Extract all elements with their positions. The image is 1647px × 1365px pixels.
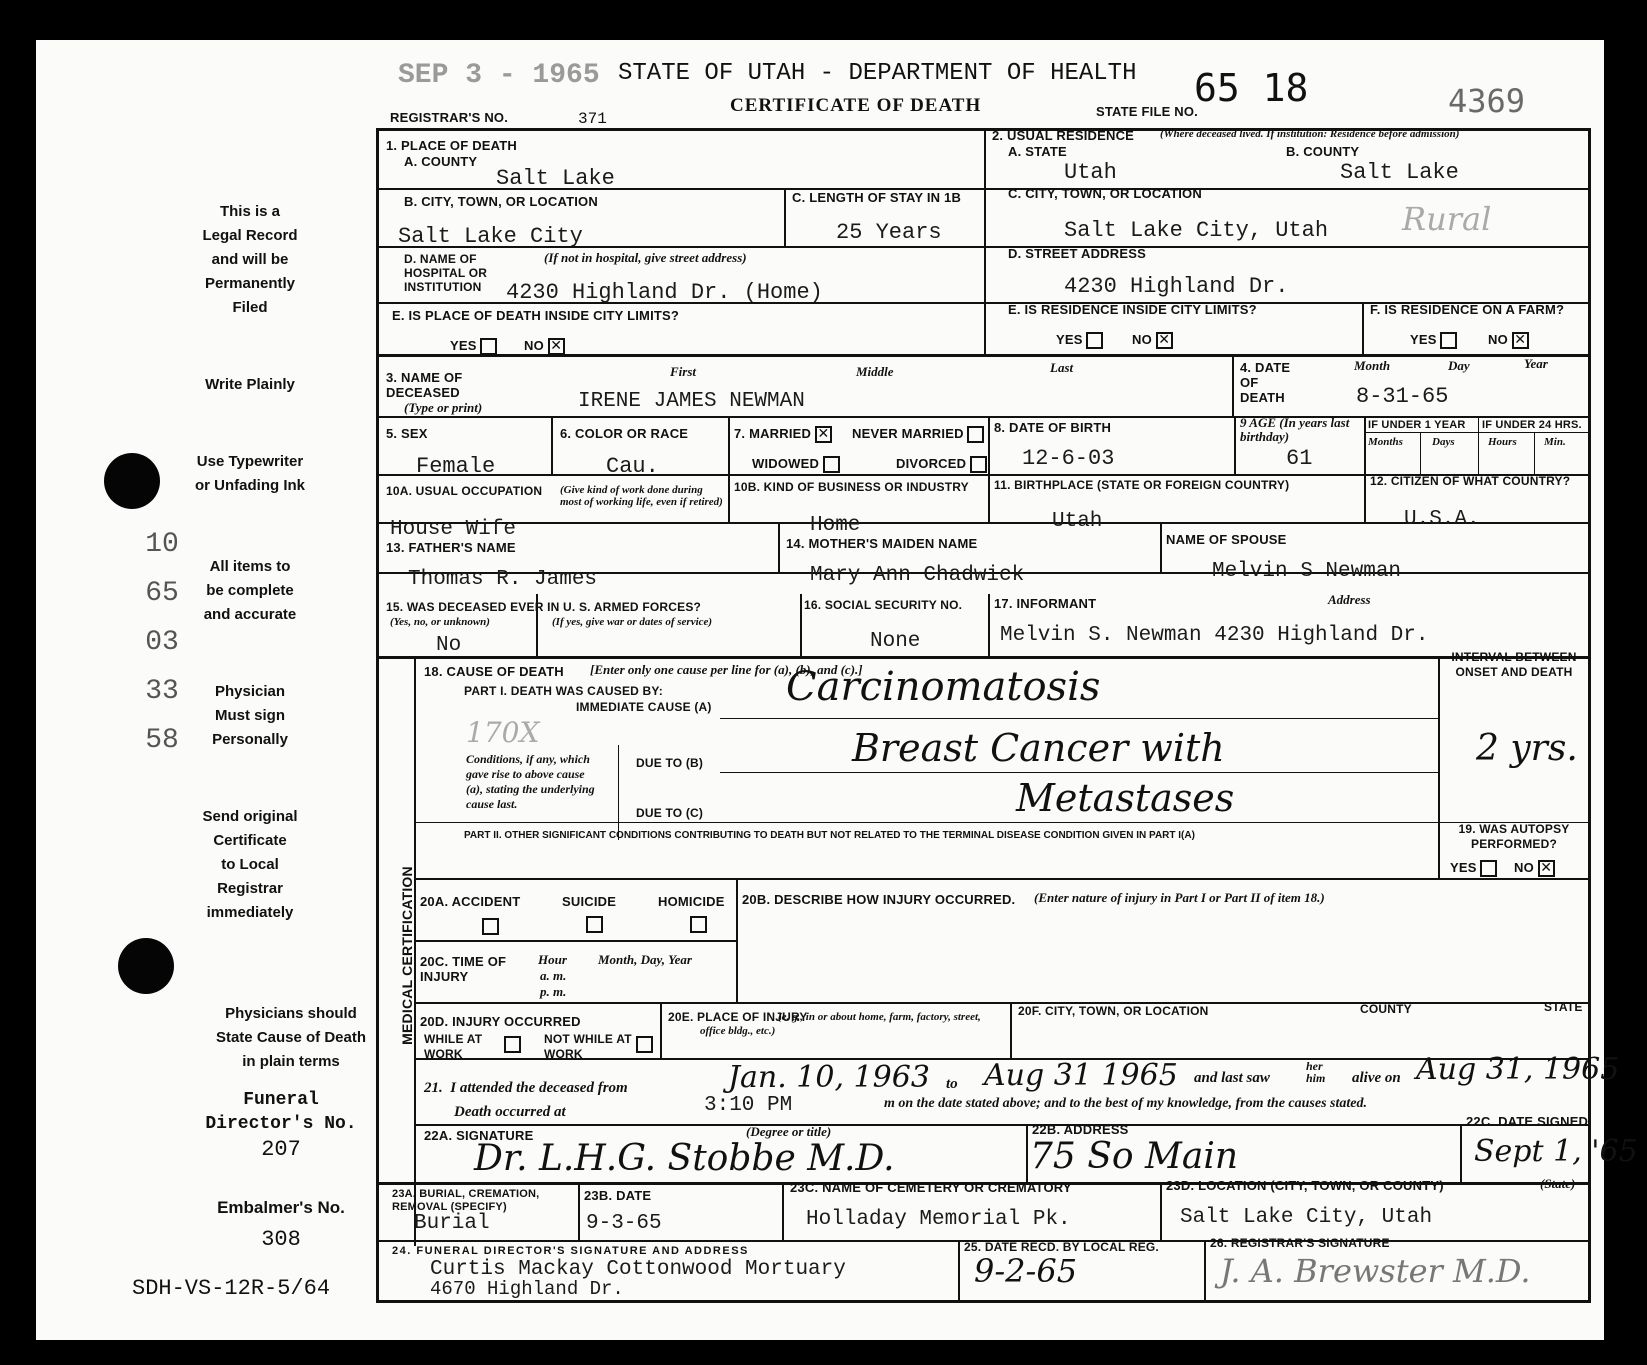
residence-inside-city-label: E. IS RESIDENCE INSIDE CITY LIMITS?	[1008, 302, 1257, 317]
checkbox-empty-icon[interactable]	[1480, 860, 1497, 877]
am-heading: a. m.	[540, 968, 567, 983]
vertical-file-number: 1065033358	[145, 529, 179, 756]
min-heading: Min.	[1544, 436, 1566, 448]
occupation-note: (Give kind of work done during most of working life, even if retired)	[560, 484, 723, 508]
checkbox-empty-icon[interactable]	[1440, 332, 1457, 349]
signature-label: 22A. SIGNATURE	[424, 1128, 534, 1143]
accident-label: 20A. ACCIDENT	[420, 894, 521, 909]
homicide-checkbox[interactable]	[690, 916, 707, 933]
not-while-at-work-checkbox[interactable]	[636, 1036, 653, 1053]
injury-description-label: 20B. DESCRIBE HOW INJURY OCCURRED.	[742, 892, 1016, 907]
sidebar-legal-record: This is a Legal Record and will be Permanently Filed	[202, 203, 298, 316]
suicide-label: SUICIDE	[562, 894, 617, 909]
attended-to-date: Aug 31 1965	[984, 1058, 1178, 1093]
dod-month-heading: Month	[1354, 358, 1391, 373]
due-to-b-label: DUE TO (B)	[636, 756, 704, 770]
date-received-value: 9-2-65	[974, 1252, 1078, 1290]
date-received-label: 25. DATE RECD. BY LOCAL REG.	[964, 1240, 1159, 1254]
father-label: 13. FATHER'S NAME	[386, 540, 516, 555]
registrar-signature: J. A. Brewster M.D.	[1220, 1252, 1531, 1290]
checkbox-checked-icon[interactable]: ✕	[1156, 332, 1173, 349]
sidebar-physician-sign: Physician Must sign Personally	[212, 683, 288, 748]
state-file-no: 65 18	[1194, 66, 1309, 110]
residence-farm-label: F. IS RESIDENCE ON A FARM?	[1370, 302, 1565, 317]
cause-of-death-note: [Enter only one cause per line for (a), (b), and (c).]	[590, 662, 863, 677]
registrar-no: 371	[578, 110, 607, 128]
first-name-heading: First	[670, 364, 697, 379]
checkbox-empty-icon[interactable]	[823, 456, 840, 473]
death-county-label: A. COUNTY	[404, 154, 478, 169]
residence-label: 2. USUAL RESIDENCE	[992, 128, 1135, 143]
date-of-death-value: 8-31-65	[1356, 384, 1449, 409]
business-value: Home	[810, 514, 861, 537]
checkbox-empty-icon[interactable]	[480, 338, 497, 355]
sidebar-funeral-director-label: Funeral Director's No.	[205, 1090, 357, 1134]
conditions-note: Conditions, if any, which gave rise to above cause (a), stating the underlying cause last.	[466, 752, 595, 811]
month-day-year-heading: Month, Day, Year	[598, 952, 692, 967]
while-at-work-option[interactable]: WHILE AT WORK	[424, 1032, 483, 1061]
accident-checkbox[interactable]	[482, 918, 499, 935]
cause-a-value: Carcinomatosis	[786, 664, 1101, 710]
autopsy-yes[interactable]: YES	[1450, 860, 1497, 877]
sidebar-use-typewriter: Use Typewriter or Unfading Ink	[195, 453, 305, 494]
homicide-label: HOMICIDE	[658, 894, 725, 909]
physician-signature: Dr. L.H.G. Stobbe M.D.	[474, 1138, 895, 1179]
burial-method-label: 23A. BURIAL, CREMATION, REMOVAL (SPECIFY)	[392, 1188, 540, 1213]
death-inside-city-label: E. IS PLACE OF DEATH INSIDE CITY LIMITS?	[392, 308, 680, 323]
sidebar-physicians-should: Physicians should State Cause of Death in plain terms	[215, 1005, 367, 1070]
residence-farm-yes[interactable]: YES	[1410, 332, 1457, 349]
business-label: 10B. KIND OF BUSINESS OR INDUSTRY	[734, 480, 969, 494]
middle-name-heading: Middle	[856, 364, 894, 379]
under-24-hrs-label: IF UNDER 24 HRS.	[1482, 419, 1582, 431]
burial-date-value: 9-3-65	[586, 1212, 662, 1235]
last-name-heading: Last	[1050, 360, 1074, 375]
date-stated-text: m on the date stated above; and to the best of my knowledge, from the causes stated.	[884, 1096, 1367, 1111]
pm-heading: p. m.	[540, 984, 567, 999]
interval-label: INTERVAL BETWEEN ONSET AND DEATH	[1451, 650, 1577, 679]
injury-description-note: (Enter nature of injury in Part I or Part II of item 18.)	[1034, 890, 1325, 905]
degree-or-title-label: (Degree or title)	[746, 1124, 832, 1139]
death-city-label: B. CITY, TOWN, OR LOCATION	[404, 194, 598, 209]
her-him-text: her him	[1306, 1059, 1326, 1085]
war-service-note: (If yes, give war or dates of service)	[552, 616, 713, 628]
burial-location-label: 23D. LOCATION (CITY, TOWN, OR COUNTY)	[1166, 1178, 1444, 1193]
deceased-name-label: 3. NAME OF DECEASED	[386, 370, 463, 400]
burial-state-label: (State)	[1540, 1176, 1576, 1191]
alive-on-date: Aug 31, 1965	[1416, 1052, 1620, 1087]
days-heading: Days	[1432, 436, 1455, 448]
hospital-value: 4230 Highland Dr. (Home)	[506, 280, 823, 305]
funeral-director-name: Curtis Mackay Cottonwood Mortuary	[430, 1258, 846, 1281]
armed-forces-label: 15. WAS DECEASED EVER IN U. S. ARMED FORCES?	[386, 600, 702, 614]
under-1-year-label: IF UNDER 1 YEAR	[1368, 419, 1466, 431]
informant-address-heading: Address	[1328, 592, 1371, 607]
place-of-injury-note: (e. g., in or about home, farm, factory, street, office bldg., etc.)	[700, 1011, 981, 1037]
residence-county-value: Salt Lake	[1340, 160, 1459, 185]
sidebar-embalmer-no: 308	[261, 1227, 301, 1252]
burial-method-value: Burial	[414, 1212, 490, 1235]
last-saw-text: and last saw	[1194, 1070, 1270, 1086]
occupation-value: House Wife	[390, 518, 517, 541]
time-of-death-value: 3:10 PM	[704, 1094, 793, 1117]
registrar-no-label: REGISTRAR'S NO.	[390, 110, 509, 125]
death-county-value: Salt Lake	[496, 166, 615, 191]
place-of-injury-label: 20E. PLACE OF INJURY	[668, 1010, 808, 1024]
hour-heading: Hour	[538, 952, 567, 967]
alive-on-text: alive on	[1352, 1070, 1401, 1086]
checkbox-empty-icon[interactable]	[967, 426, 984, 443]
place-of-death-label: 1. PLACE OF DEATH	[386, 138, 518, 153]
cause-of-death-label: 18. CAUSE OF DEATH	[424, 664, 564, 679]
birthplace-label: 11. BIRTHPLACE (STATE OR FOREIGN COUNTRY)	[994, 478, 1290, 492]
attended-prefix: 21. I attended the deceased from	[424, 1080, 628, 1096]
hospital-label: D. NAME OF HOSPITAL OR INSTITUTION	[404, 252, 488, 294]
dod-day-heading: Day	[1448, 358, 1470, 373]
funeral-director-address: 4670 Highland Dr.	[430, 1278, 624, 1300]
received-stamp: SEP 3 - 1965	[398, 60, 600, 91]
registrar-signature-label: 26. REGISTRAR'S SIGNATURE	[1210, 1236, 1390, 1250]
death-occurred-at-label: Death occurred at	[454, 1104, 566, 1120]
form-number: SDH-VS-12R-5/64	[132, 1276, 331, 1301]
serial-no: 4369	[1448, 82, 1526, 120]
mother-label: 14. MOTHER'S MAIDEN NAME	[786, 536, 978, 551]
cemetery-label: 23C. NAME OF CEMETERY OR CREMATORY	[790, 1180, 1072, 1195]
checkbox-checked-icon[interactable]: ✕	[548, 338, 565, 355]
date-of-death-label: 4. DATE OF DEATH	[1240, 360, 1291, 405]
date-signed-label: 22C. DATE SIGNED	[1466, 1114, 1589, 1129]
checkbox-checked-icon[interactable]: ✕	[1512, 332, 1529, 349]
burial-date-label: 23B. DATE	[584, 1188, 652, 1203]
residence-street-value: 4230 Highland Dr.	[1064, 274, 1289, 299]
ssn-label: 16. SOCIAL SECURITY NO.	[804, 598, 963, 612]
cause-b-value: Breast Cancer with	[852, 726, 1225, 770]
cause-c-value: Metastases	[1016, 776, 1235, 820]
injury-city-label: 20F. CITY, TOWN, OR LOCATION	[1018, 1004, 1209, 1018]
interval-value: 2 yrs.	[1476, 728, 1578, 769]
marital-married[interactable]: 7. MARRIED ✕	[734, 426, 832, 443]
suicide-checkbox[interactable]	[586, 916, 603, 933]
autopsy-no[interactable]: NO ✕	[1514, 860, 1555, 877]
race-value: Cau.	[606, 454, 659, 479]
residence-city-label: C. CITY, TOWN, OR LOCATION	[1008, 186, 1202, 201]
deceased-name-value: IRENE JAMES NEWMAN	[578, 390, 805, 413]
ssn-value: None	[870, 630, 921, 653]
months-heading: Months	[1368, 436, 1403, 448]
dob-value: 12-6-03	[1022, 446, 1115, 471]
physician-address-value: 75 So Main	[1030, 1136, 1239, 1177]
sidebar-send-original: Send original Certificate to Local Registrar immediately	[202, 808, 298, 921]
part-1-label: PART I. DEATH WAS CAUSED BY:	[464, 684, 663, 698]
length-of-stay-value: 25 Years	[836, 220, 942, 245]
armed-forces-note: (Yes, no, or unknown)	[390, 616, 490, 628]
race-label: 6. COLOR OR RACE	[560, 426, 689, 441]
sidebar-items-complete: All items to be complete and accurate	[203, 558, 297, 623]
physician-address-label: 22B. ADDRESS	[1032, 1122, 1129, 1137]
checkbox-empty-icon[interactable]	[1086, 332, 1103, 349]
dob-label: 8. DATE OF BIRTH	[994, 420, 1112, 435]
attended-from-date: Jan. 10, 1963	[728, 1060, 930, 1095]
father-value: Thomas R. James	[408, 568, 598, 591]
age-value: 61	[1286, 446, 1313, 471]
residence-state-label: A. STATE	[1008, 144, 1067, 159]
checkbox-checked-icon[interactable]: ✕	[1538, 860, 1555, 877]
marital-widowed[interactable]: WIDOWED	[752, 456, 840, 473]
spouse-label: NAME OF SPOUSE	[1166, 532, 1287, 547]
to-word: to	[946, 1076, 958, 1092]
date-signed-value: Sept 1, '65	[1474, 1134, 1638, 1169]
residence-rural-note: Rural	[1402, 200, 1492, 238]
binder-hole-bottom	[118, 938, 174, 994]
dod-year-heading: Year	[1524, 356, 1548, 371]
death-inside-city-no[interactable]: NO ✕	[524, 338, 565, 355]
hospital-note: (If not in hospital, give street address)	[544, 250, 747, 265]
icd-code: 170X	[466, 716, 540, 749]
cemetery-value: Holladay Memorial Pk.	[806, 1208, 1071, 1231]
residence-inside-city-yes[interactable]: YES	[1056, 332, 1103, 349]
death-inside-city-yes[interactable]: YES	[450, 338, 497, 355]
injury-occurred-label: 20D. INJURY OCCURRED	[420, 1014, 581, 1029]
informant-label: 17. INFORMANT	[994, 596, 1097, 611]
residence-city-value: Salt Lake City, Utah	[1064, 218, 1329, 243]
residence-state-value: Utah	[1064, 160, 1117, 185]
checkbox-empty-icon[interactable]	[970, 456, 987, 473]
checkbox-checked-icon[interactable]: ✕	[815, 426, 832, 443]
length-of-stay-label: C. LENGTH OF STAY IN 1B	[792, 190, 962, 205]
birthplace-value: Utah	[1052, 510, 1103, 533]
residence-street-label: D. STREET ADDRESS	[1008, 246, 1146, 261]
immediate-cause-label: IMMEDIATE CAUSE (A)	[576, 700, 712, 714]
sidebar-write-plainly: Write Plainly	[205, 376, 295, 393]
department-title: STATE OF UTAH - DEPARTMENT OF HEALTH	[618, 60, 1137, 87]
mother-value: Mary Ann Chadwick	[810, 564, 1025, 587]
residence-inside-city-no[interactable]: NO ✕	[1132, 332, 1173, 349]
part-2-label: PART II. OTHER SIGNIFICANT CONDITIONS CONTRIBUTING TO DEATH BUT NOT RELATED TO THE TERMINAL DISEASE CONDITION GIVEN IN PART I(A)	[464, 830, 1195, 841]
informant-value: Melvin S. Newman 4230 Highland Dr.	[1000, 624, 1429, 647]
hours-heading: Hours	[1488, 436, 1517, 448]
sex-value: Female	[416, 454, 496, 479]
binder-hole-top	[104, 453, 160, 509]
residence-note: (Where deceased lived. If institution: Residence before admission)	[1160, 128, 1460, 140]
due-to-c-label: DUE TO (C)	[636, 806, 704, 820]
sidebar-embalmer-label: Embalmer's No.	[217, 1198, 345, 1217]
death-city-value: Salt Lake City	[398, 224, 583, 249]
state-file-label: STATE FILE NO.	[1096, 104, 1198, 119]
injury-state-label: STATE	[1544, 1000, 1583, 1014]
residence-farm-no[interactable]: NO ✕	[1488, 332, 1529, 349]
marital-never-married[interactable]: NEVER MARRIED	[852, 426, 984, 443]
citizen-value: U.S.A.	[1404, 508, 1480, 531]
medical-certification-side-label: MEDICAL CERTIFICATION	[398, 866, 415, 1045]
while-at-work-checkbox[interactable]	[504, 1036, 521, 1053]
spouse-value: Melvin S Newman	[1212, 560, 1402, 583]
burial-location-value: Salt Lake City, Utah	[1180, 1206, 1433, 1229]
marital-divorced[interactable]: DIVORCED	[896, 456, 987, 473]
sidebar-funeral-director-no: 207	[261, 1137, 301, 1162]
citizen-label: 12. CITIZEN OF WHAT COUNTRY?	[1370, 474, 1571, 488]
injury-county-label: COUNTY	[1360, 1002, 1412, 1016]
armed-forces-value: No	[436, 634, 462, 657]
funeral-director-label: 24. FUNERAL DIRECTOR'S SIGNATURE AND ADDRESS	[392, 1245, 749, 1257]
age-label: 9 AGE (In years last birthday)	[1240, 415, 1350, 444]
occupation-label: 10A. USUAL OCCUPATION	[386, 484, 543, 498]
certificate-title: CERTIFICATE OF DEATH	[730, 95, 982, 116]
time-of-injury-label: 20C. TIME OF INJURY	[420, 954, 507, 984]
residence-county-label: B. COUNTY	[1286, 144, 1360, 159]
type-or-print-note: (Type or print)	[404, 400, 483, 415]
sex-label: 5. SEX	[386, 426, 428, 441]
autopsy-label: 19. WAS AUTOPSY PERFORMED?	[1458, 822, 1570, 851]
not-while-at-work-option[interactable]: NOT WHILE AT WORK	[544, 1032, 632, 1061]
